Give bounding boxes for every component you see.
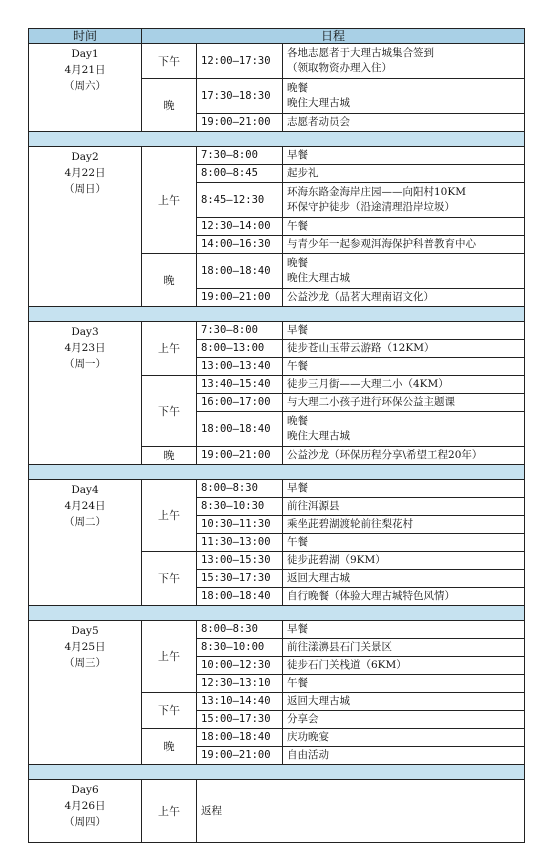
- activity-line: 自由活动: [287, 749, 329, 761]
- activity-line: 公益沙龙（品茗大理南诏文化）: [287, 291, 434, 303]
- day-separator: [29, 307, 525, 322]
- day-weekday: （周一）: [64, 358, 106, 370]
- activity-line: 晚餐: [287, 82, 308, 94]
- schedule-row: [29, 322, 525, 340]
- day-cell: [29, 44, 142, 132]
- separator-cell: [29, 765, 525, 780]
- schedule-row: [29, 621, 525, 639]
- day-weekday: （周六）: [64, 80, 106, 92]
- activity-cell: [283, 114, 525, 132]
- activity-cell: [283, 44, 525, 79]
- schedule-body: [29, 44, 525, 843]
- separator-cell: [29, 132, 525, 147]
- activity-line: （领取物资办理入住）: [287, 62, 392, 74]
- activity-line: 庆功晚宴: [287, 731, 329, 743]
- activity-cell: [283, 322, 525, 340]
- activity-line: 前往洱源县: [287, 500, 340, 512]
- day-date: 4月26日: [64, 800, 106, 812]
- activity-cell: 返程: [197, 780, 525, 843]
- time-cell: 19:00—21:00: [197, 447, 283, 465]
- activity-cell: [283, 147, 525, 165]
- day-separator: [29, 765, 525, 780]
- time-cell: 8:30—10:00: [197, 639, 283, 657]
- schedule-column-header: 日程: [142, 29, 525, 44]
- period-label: 上午: [142, 322, 197, 376]
- time-cell: 10:30—11:30: [197, 516, 283, 534]
- time-cell: 11:30—13:00: [197, 534, 283, 552]
- activity-cell: [283, 729, 525, 747]
- activity-cell: [283, 236, 525, 254]
- day-date: 4月23日: [64, 342, 106, 354]
- activity-cell: [283, 394, 525, 412]
- activity-line: 晚住大理古城: [287, 272, 350, 284]
- day-separator: [29, 606, 525, 621]
- header-row: [29, 29, 525, 44]
- activity-cell: [283, 480, 525, 498]
- day-label: Day2: [71, 151, 99, 163]
- period-label: 晚: [142, 729, 197, 765]
- day-weekday: （周日）: [64, 183, 106, 195]
- activity-line: 自行晚餐（体验大理古城特色风情）: [287, 590, 455, 602]
- schedule-table: [28, 28, 525, 843]
- activity-line: 午餐: [287, 536, 308, 548]
- activity-line: 环保守护徒步（沿途清理沿岸垃圾）: [287, 201, 455, 213]
- activity-cell: [283, 447, 525, 465]
- activity-cell: [283, 621, 525, 639]
- day-label: Day5: [71, 625, 99, 637]
- day-date: 4月22日: [64, 167, 106, 179]
- time-cell: 10:00—12:30: [197, 657, 283, 675]
- activity-line: 午餐: [287, 220, 308, 232]
- time-cell: 19:00—21:00: [197, 289, 283, 307]
- day-label: Day6: [71, 784, 99, 796]
- activity-cell: [283, 412, 525, 447]
- time-cell: 12:30—14:00: [197, 218, 283, 236]
- time-cell: 16:00—17:00: [197, 394, 283, 412]
- time-cell: 12:30—13:10: [197, 675, 283, 693]
- activity-line: 早餐: [287, 482, 308, 494]
- schedule-row: [29, 780, 525, 843]
- activity-line: 与大理二小孩子进行环保公益主题课: [287, 396, 455, 408]
- activity-line: 环海东路金海岸庄园——向阳村10KM: [287, 186, 466, 198]
- activity-cell: [283, 693, 525, 711]
- time-cell: 18:00—18:40: [197, 729, 283, 747]
- activity-line: 公益沙龙（环保历程分享\希望工程20年）: [287, 449, 483, 461]
- activity-cell: [283, 534, 525, 552]
- day-label: Day3: [71, 326, 99, 338]
- period-label: 上午: [142, 147, 197, 254]
- day-label: Day1: [71, 48, 99, 60]
- activity-line: 晚住大理古城: [287, 430, 350, 442]
- activity-line: 早餐: [287, 623, 308, 635]
- activity-line: 晚餐: [287, 415, 308, 427]
- activity-cell: [283, 552, 525, 570]
- activity-cell: [283, 340, 525, 358]
- activity-cell: [283, 498, 525, 516]
- day-cell: [29, 480, 142, 606]
- activity-cell: [283, 376, 525, 394]
- time-cell: 13:00—15:30: [197, 552, 283, 570]
- activity-cell: [283, 570, 525, 588]
- day-cell: [29, 322, 142, 465]
- activity-cell: [283, 79, 525, 114]
- period-label: 上午: [142, 780, 197, 843]
- activity-cell: [283, 711, 525, 729]
- activity-line: 早餐: [287, 149, 308, 161]
- time-cell: 8:45—12:30: [197, 183, 283, 218]
- time-cell: 8:30—10:30: [197, 498, 283, 516]
- time-cell: 19:00—21:00: [197, 114, 283, 132]
- activity-line: 返回大理古城: [287, 695, 350, 707]
- day-weekday: （周三）: [64, 657, 106, 669]
- time-cell: 7:30—8:00: [197, 322, 283, 340]
- schedule-row: [29, 44, 525, 79]
- day-cell: [29, 147, 142, 307]
- activity-cell: [283, 289, 525, 307]
- activity-cell: [283, 675, 525, 693]
- period-label: 晚: [142, 254, 197, 307]
- time-cell: 8:00—13:00: [197, 340, 283, 358]
- period-label: 上午: [142, 480, 197, 552]
- activity-line: 午餐: [287, 360, 308, 372]
- activity-line: 志愿者动员会: [287, 116, 350, 128]
- activity-line: 各地志愿者于大理古城集合签到: [287, 47, 434, 59]
- activity-line: 晚住大理古城: [287, 97, 350, 109]
- day-label: Day4: [71, 484, 99, 496]
- time-cell: 8:00—8:30: [197, 621, 283, 639]
- period-label: 下午: [142, 693, 197, 729]
- activity-line: 徒步苍山玉带云游路（12KM）: [287, 342, 435, 354]
- time-cell: 13:40—15:40: [197, 376, 283, 394]
- day-cell: [29, 780, 142, 843]
- time-cell: 15:30—17:30: [197, 570, 283, 588]
- activity-line: 与青少年一起参观洱海保护科普教育中心: [287, 238, 476, 250]
- time-cell: 13:00—13:40: [197, 358, 283, 376]
- time-column-header: 时间: [29, 29, 142, 44]
- time-cell: 13:10—14:40: [197, 693, 283, 711]
- day-weekday: （周四）: [64, 816, 106, 828]
- activity-line: 早餐: [287, 324, 308, 336]
- period-label: 下午: [142, 552, 197, 606]
- day-date: 4月21日: [64, 64, 106, 76]
- separator-cell: [29, 465, 525, 480]
- activity-line: 返回大理古城: [287, 572, 350, 584]
- time-cell: 18:00—18:40: [197, 412, 283, 447]
- time-cell: 7:30—8:00: [197, 147, 283, 165]
- schedule-row: [29, 480, 525, 498]
- time-cell: 19:00—21:00: [197, 747, 283, 765]
- day-cell: [29, 621, 142, 765]
- activity-cell: [283, 165, 525, 183]
- day-separator: [29, 465, 525, 480]
- activity-line: 徒步三月街——大理二小（4KM）: [287, 378, 449, 390]
- day-date: 4月24日: [64, 500, 106, 512]
- activity-line: 分享会: [287, 713, 319, 725]
- period-label: 晚: [142, 447, 197, 465]
- activity-cell: [283, 588, 525, 606]
- period-label: 晚: [142, 79, 197, 132]
- period-label: 下午: [142, 44, 197, 79]
- time-cell: 17:30—18:30: [197, 79, 283, 114]
- day-weekday: （周二）: [64, 516, 106, 528]
- period-label: 下午: [142, 376, 197, 447]
- day-separator: [29, 132, 525, 147]
- activity-cell: [283, 218, 525, 236]
- activity-cell: [283, 358, 525, 376]
- time-cell: 14:00—16:30: [197, 236, 283, 254]
- activity-line: 徒步石门关栈道（6KM）: [287, 659, 407, 671]
- time-cell: 12:00—17:30: [197, 44, 283, 79]
- activity-cell: [283, 183, 525, 218]
- activity-line: 前往漾濞县石门关景区: [287, 641, 392, 653]
- separator-cell: [29, 606, 525, 621]
- day-date: 4月25日: [64, 641, 106, 653]
- separator-cell: [29, 307, 525, 322]
- time-cell: 15:00—17:30: [197, 711, 283, 729]
- schedule-row: [29, 147, 525, 165]
- activity-line: 午餐: [287, 677, 308, 689]
- activity-cell: [283, 639, 525, 657]
- time-cell: 8:00—8:30: [197, 480, 283, 498]
- activity-cell: [283, 747, 525, 765]
- activity-cell: [283, 254, 525, 289]
- activity-line: 乘坐茈碧湖渡轮前往梨花村: [287, 518, 413, 530]
- activity-cell: [283, 657, 525, 675]
- activity-line: 徒步茈碧湖（9KM）: [287, 554, 386, 566]
- time-cell: 18:00—18:40: [197, 254, 283, 289]
- activity-cell: [283, 516, 525, 534]
- time-cell: 18:00—18:40: [197, 588, 283, 606]
- time-cell: 8:00—8:45: [197, 165, 283, 183]
- activity-line: 起步礼: [287, 167, 319, 179]
- period-label: 上午: [142, 621, 197, 693]
- activity-line: 晚餐: [287, 257, 308, 269]
